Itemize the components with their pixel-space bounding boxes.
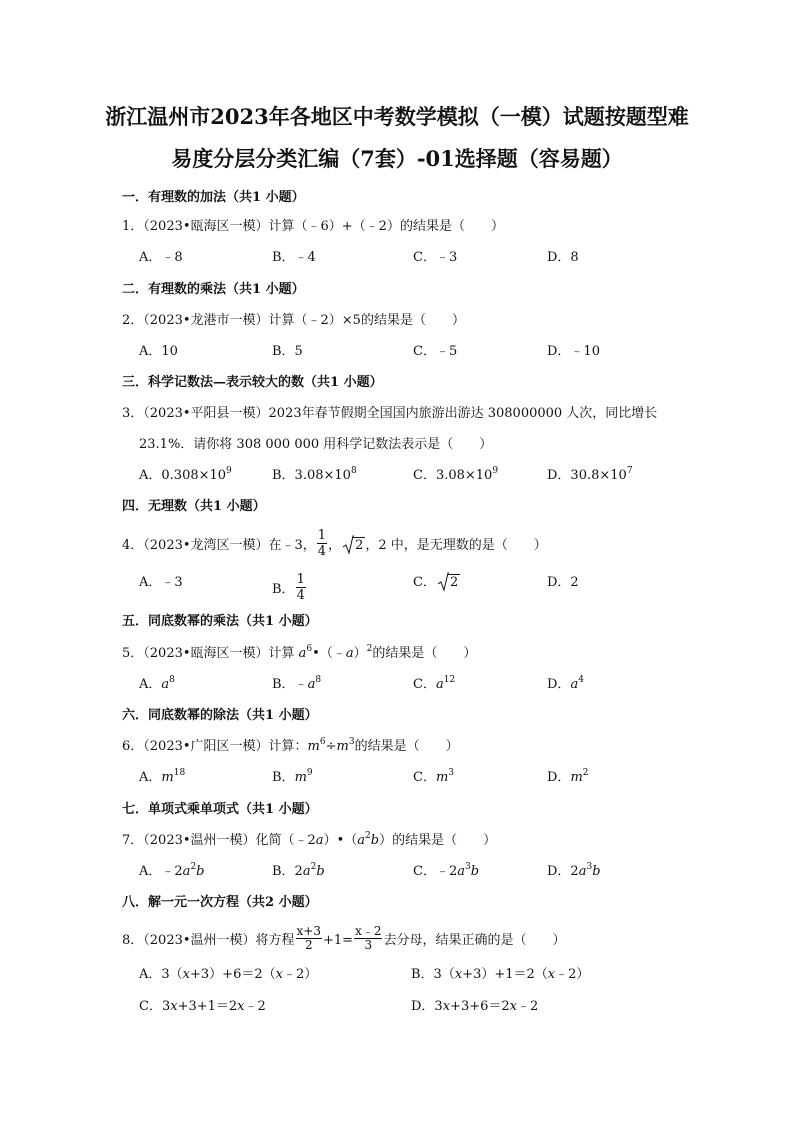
- sqrt-symbol: 2: [438, 574, 460, 592]
- option-d: D．3x+3+6＝2x﹣2: [411, 999, 539, 1014]
- option-a: A．$﹣2a^2b$: [139, 862, 205, 879]
- page-title-line-1: 浙江温州市2023年各地区中考数学模拟（一模）试题按题型难: [105, 104, 689, 129]
- option-a: A．﹣8: [139, 250, 183, 265]
- question-3-line-2: 23.1%．请你将 308 000 000 用科学记数法表示是（ ）: [139, 437, 493, 452]
- sqrt-symbol: 2: [343, 537, 365, 555]
- option-a: A．$m^{18}$: [139, 768, 186, 785]
- option-d: D．$30.8\times 10^7$: [547, 466, 633, 483]
- page-title-line-2: 易度分层分类汇编（7套）-01选择题（容易题）: [171, 146, 623, 171]
- question-5: 5．（2023•瓯海区一模）计算 $a^6•(﹣a)^2$的结果是（ ）: [122, 644, 477, 661]
- question-6-options: [139, 769, 739, 789]
- section-heading: 一．有理数的加法（共1 小题）: [122, 190, 305, 205]
- option-c: C．$3.08\times 10^9$: [413, 466, 499, 483]
- option-d: D．﹣10: [547, 344, 600, 359]
- option-b: B．﹣4: [272, 250, 316, 265]
- option-d: D．$m^2$: [547, 768, 589, 785]
- option-d: D．$2a^3b$: [547, 862, 601, 879]
- question-8: 8．（2023•温州一模）将方程 $\frac{x+3}{2}$ +1= $\frac{x﹣2}{3}$ 去分母，结果正确的是（ ）: [122, 924, 566, 952]
- fraction: $\frac{1}{4}$: [296, 572, 305, 603]
- option-b: B．5: [272, 344, 303, 359]
- question-4: 4．（2023•龙湾区一模）在﹣3， $\frac{1}{4}$ ， 2 ，2 中，是无理数的是（ ）: [122, 528, 547, 559]
- fraction: $\frac{x﹣2}{3}$: [355, 924, 382, 952]
- option-c: C．$m^3$: [413, 768, 455, 785]
- option-d: D．2: [547, 575, 579, 590]
- question-3-line-1: 3．（2023•平阳县一模）2023年春节假期全国国内旅游出游达 308000000 人次，同比增长: [122, 406, 658, 421]
- question-1-options: [139, 249, 739, 269]
- option-c: C．3x+3+1＝2x﹣2: [139, 999, 266, 1014]
- question-8-options-row-1: [139, 966, 739, 986]
- option-a: A．﹣3: [139, 575, 183, 590]
- section-heading: 七．单项式乘单项式（共1 小题）: [122, 802, 318, 817]
- option-b: B． $\frac{1}{4}$: [272, 572, 305, 603]
- question-3-options: [139, 467, 739, 487]
- question-4-options: [139, 572, 739, 603]
- question-2-options: [139, 343, 739, 363]
- question-7: 7．（2023•温州一模）化简$(﹣2a)•(a^2b)$的结果是（ ）: [122, 831, 497, 848]
- section-heading: 六．同底数幂的除法（共1 小题）: [122, 708, 318, 723]
- option-b: B．$﹣a^8$: [272, 675, 322, 692]
- question-6: 6．（2023•广阳区一模）计算：$m^6\div m^3$的结果是（ ）: [122, 737, 459, 754]
- option-c: C．﹣3: [413, 250, 458, 265]
- option-b: B．$2a^2b$: [272, 862, 325, 879]
- option-d: D．8: [547, 250, 579, 265]
- option-a: A．$0.308\times 10^9$: [139, 466, 232, 483]
- section-heading: 五．同底数幂的乘法（共1 小题）: [122, 614, 318, 629]
- question-7-options: [139, 863, 739, 883]
- option-a: A．$a^8$: [139, 675, 175, 692]
- option-a: A．3（x+3）+6＝2（x﹣2）: [139, 967, 318, 982]
- section-heading: 三．科学记数法—表示较大的数（共1 小题）: [122, 375, 383, 390]
- option-b: B．$m^9$: [272, 768, 313, 785]
- fraction: $\frac{x+3}{2}$: [296, 924, 321, 952]
- option-b: B．$3.08\times 10^8$: [272, 466, 357, 483]
- option-c: C．$﹣2a^3b$: [413, 862, 480, 879]
- section-heading: 八．解一元一次方程（共2 小题）: [122, 895, 318, 910]
- question-5-options: [139, 676, 739, 696]
- question-2: 2．（2023•龙港市一模）计算（﹣2）×5的结果是（ ）: [122, 313, 465, 328]
- option-a: A．10: [139, 344, 178, 359]
- section-heading: 四．无理数（共1 小题）: [122, 499, 266, 514]
- option-b: B．3（x+3）+1＝2（x﹣2）: [411, 967, 590, 982]
- section-heading: 二．有理数的乘法（共1 小题）: [122, 282, 305, 297]
- option-c: C．﹣5: [413, 344, 458, 359]
- option-c: C． 2: [413, 575, 459, 590]
- question-8-options-row-2: [139, 998, 739, 1018]
- option-c: C．$a^{12}$: [413, 675, 456, 692]
- fraction: $\frac{1}{4}$: [317, 528, 327, 559]
- option-d: D．$a^4$: [547, 675, 584, 692]
- question-1: 1．（2023•瓯海区一模）计算（﹣6）+（﹣2）的结果是（ ）: [122, 219, 504, 234]
